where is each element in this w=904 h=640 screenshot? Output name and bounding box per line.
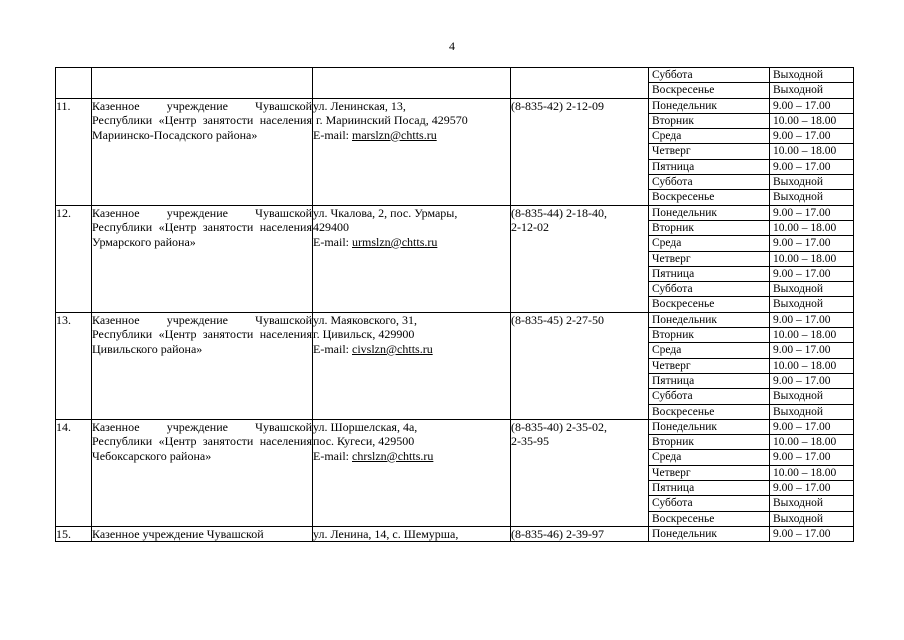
row-number: 11. bbox=[56, 98, 92, 205]
schedule-day: Суббота bbox=[649, 389, 770, 404]
schedule-row bbox=[649, 251, 853, 266]
schedule-row bbox=[649, 190, 853, 205]
schedule-row bbox=[649, 435, 853, 450]
schedule-day: Четверг bbox=[649, 465, 770, 480]
work-schedule bbox=[649, 312, 854, 419]
schedule-row bbox=[649, 175, 853, 190]
schedule-hours: 9.00 – 17.00 bbox=[770, 343, 854, 358]
phone-number bbox=[511, 68, 649, 99]
table-row bbox=[56, 205, 854, 312]
email-label: E-mail: bbox=[313, 234, 352, 249]
schedule-hours: 9.00 – 17.00 bbox=[770, 450, 854, 465]
schedule-row bbox=[649, 496, 853, 511]
schedule-row bbox=[649, 328, 853, 343]
institution-name: Казенное учреждение Чувашской Республики «Центр занятости населения Урмарского района» bbox=[92, 205, 313, 312]
schedule-hours: 10.00 – 18.00 bbox=[770, 328, 854, 343]
email-line bbox=[313, 342, 510, 357]
row-number: 12. bbox=[56, 205, 92, 312]
schedule-table bbox=[649, 420, 853, 526]
schedule-row bbox=[649, 282, 853, 297]
email-link[interactable]: urmslzn@chtts.ru bbox=[352, 234, 438, 249]
employment-centers-table bbox=[55, 67, 854, 542]
schedule-row bbox=[649, 144, 853, 159]
schedule-hours: 9.00 – 17.00 bbox=[770, 99, 854, 114]
schedule-day: Четверг bbox=[649, 144, 770, 159]
address-line: ул. Маяковского, 31, bbox=[313, 312, 417, 327]
institution-address bbox=[313, 419, 511, 526]
address-line: ул. Чкалова, 2, пос. Урмары, bbox=[313, 205, 458, 220]
phone-line: (8-835-44) 2-18-40, bbox=[511, 205, 607, 220]
email-link[interactable]: chrslzn@chtts.ru bbox=[352, 448, 434, 463]
schedule-hours: 9.00 – 17.00 bbox=[770, 420, 854, 435]
email-link[interactable]: marslzn@chtts.ru bbox=[352, 127, 437, 142]
table-row bbox=[56, 312, 854, 419]
schedule-day: Четверг bbox=[649, 358, 770, 373]
schedule-row bbox=[649, 159, 853, 174]
work-schedule bbox=[649, 68, 854, 99]
schedule-hours: Выходной bbox=[770, 389, 854, 404]
schedule-hours: 10.00 – 18.00 bbox=[770, 220, 854, 235]
schedule-day: Пятница bbox=[649, 481, 770, 496]
schedule-row bbox=[649, 481, 853, 496]
schedule-day: Среда bbox=[649, 450, 770, 465]
schedule-row bbox=[649, 373, 853, 388]
schedule-hours: 9.00 – 17.00 bbox=[770, 313, 854, 328]
schedule-day: Среда bbox=[649, 236, 770, 251]
schedule-day: Пятница bbox=[649, 266, 770, 281]
schedule-row bbox=[649, 450, 853, 465]
schedule-table bbox=[649, 527, 853, 541]
phone-line: (8-835-46) 2-39-97 bbox=[511, 526, 604, 541]
schedule-table bbox=[649, 313, 853, 419]
schedule-day: Понедельник bbox=[649, 420, 770, 435]
schedule-day: Четверг bbox=[649, 251, 770, 266]
schedule-day: Воскресенье bbox=[649, 83, 770, 98]
institution-name: Казенное учреждение Чувашской Республики «Центр занятости населения Мариинско-Посадского района» bbox=[92, 98, 313, 205]
schedule-hours: 10.00 – 18.00 bbox=[770, 358, 854, 373]
schedule-day: Среда bbox=[649, 129, 770, 144]
email-line bbox=[313, 128, 510, 143]
institution-name bbox=[92, 68, 313, 99]
table-row bbox=[56, 419, 854, 526]
schedule-hours: 10.00 – 18.00 bbox=[770, 251, 854, 266]
schedule-hours: 9.00 – 17.00 bbox=[770, 266, 854, 281]
schedule-hours: 9.00 – 17.00 bbox=[770, 481, 854, 496]
phone-line: (8-835-40) 2-35-02, bbox=[511, 419, 607, 434]
schedule-hours: Выходной bbox=[773, 191, 824, 204]
schedule-table bbox=[649, 99, 853, 205]
schedule-hours: 9.00 – 17.00 bbox=[770, 236, 854, 251]
schedule-hours: 10.00 – 18.00 bbox=[770, 113, 854, 128]
schedule-table bbox=[649, 206, 853, 312]
phone-number bbox=[511, 419, 649, 526]
institution-name: Казенное учреждение Чувашской Республики «Центр занятости населения Чебоксарского района» bbox=[92, 419, 313, 526]
schedule-row bbox=[649, 266, 853, 281]
schedule-hours: 9.00 – 17.00 bbox=[770, 206, 854, 221]
schedule-hours: 9.00 – 17.00 bbox=[773, 527, 831, 540]
schedule-hours: 9.00 – 17.00 bbox=[770, 373, 854, 388]
phone-line: 2-12-02 bbox=[511, 220, 549, 235]
email-label: E-mail: bbox=[313, 341, 352, 356]
row-number bbox=[56, 68, 92, 99]
schedule-row bbox=[649, 83, 853, 98]
schedule-day: Суббота bbox=[649, 68, 770, 83]
schedule-day: Воскресенье bbox=[649, 297, 770, 312]
address-line: г. Мариинский Посад, 429570 bbox=[313, 113, 468, 128]
row-number: 13. bbox=[56, 312, 92, 419]
work-schedule bbox=[649, 98, 854, 205]
schedule-day: Вторник bbox=[649, 113, 770, 128]
schedule-hours: 9.00 – 17.00 bbox=[770, 129, 854, 144]
email-line bbox=[313, 235, 510, 250]
phone-line: 2-35-95 bbox=[511, 434, 549, 449]
schedule-day: Вторник bbox=[649, 220, 770, 235]
phone-line: (8-835-42) 2-12-09 bbox=[511, 98, 604, 113]
schedule-row bbox=[649, 404, 853, 419]
phone-line: (8-835-45) 2-27-50 bbox=[511, 312, 604, 327]
institution-name: Казенное учреждение Чувашской bbox=[92, 526, 313, 542]
schedule-row bbox=[649, 389, 853, 404]
schedule-hours: Выходной bbox=[770, 175, 854, 190]
schedule-day: Суббота bbox=[649, 496, 770, 511]
address-line: 429400 bbox=[313, 220, 349, 235]
schedule-day: Пятница bbox=[649, 373, 770, 388]
email-label: E-mail: bbox=[313, 448, 352, 463]
schedule-day: Среда bbox=[649, 343, 770, 358]
schedule-row bbox=[649, 113, 853, 128]
phone-number bbox=[511, 312, 649, 419]
page-number: 4 bbox=[449, 39, 455, 53]
schedule-hours: 10.00 – 18.00 bbox=[770, 465, 854, 480]
phone-number bbox=[511, 98, 649, 205]
work-schedule bbox=[649, 419, 854, 526]
schedule-hours: Выходной bbox=[770, 282, 854, 297]
schedule-row bbox=[649, 511, 853, 526]
schedule-day: Понедельник bbox=[649, 206, 770, 221]
schedule-row bbox=[649, 420, 853, 435]
schedule-hours: 10.00 – 18.00 bbox=[770, 435, 854, 450]
address-line: пос. Кугеси, 429500 bbox=[313, 434, 415, 449]
work-schedule bbox=[649, 526, 854, 542]
schedule-row bbox=[649, 465, 853, 480]
schedule-hours: Выходной bbox=[773, 512, 824, 525]
institution-address bbox=[313, 68, 511, 99]
schedule-hours: Выходной bbox=[773, 84, 824, 97]
schedule-hours: 10.00 – 18.00 bbox=[770, 144, 854, 159]
schedule-row bbox=[649, 236, 853, 251]
schedule-day: Понедельник bbox=[649, 527, 770, 541]
schedule-hours: Выходной bbox=[770, 496, 854, 511]
schedule-row bbox=[649, 206, 853, 221]
schedule-day: Суббота bbox=[649, 282, 770, 297]
institution-name: Казенное учреждение Чувашской Республики «Центр занятости населения Цивильского района» bbox=[92, 312, 313, 419]
email-line bbox=[313, 449, 510, 464]
schedule-day: Пятница bbox=[649, 159, 770, 174]
work-schedule bbox=[649, 205, 854, 312]
schedule-row bbox=[649, 313, 853, 328]
table-row bbox=[56, 68, 854, 99]
schedule-hours: 9.00 – 17.00 bbox=[770, 159, 854, 174]
address-line: ул. Ленина, 14, с. Шемурша, bbox=[313, 526, 459, 541]
schedule-row bbox=[649, 129, 853, 144]
schedule-row bbox=[649, 68, 853, 83]
schedule-row bbox=[649, 99, 853, 114]
schedule-row bbox=[649, 343, 853, 358]
schedule-hours: Выходной bbox=[770, 68, 854, 83]
row-number: 14. bbox=[56, 419, 92, 526]
schedule-hours: Выходной bbox=[773, 405, 824, 418]
schedule-day: Вторник bbox=[649, 328, 770, 343]
phone-number bbox=[511, 526, 649, 542]
schedule-day: Воскресенье bbox=[649, 511, 770, 526]
table-row bbox=[56, 98, 854, 205]
institution-address bbox=[313, 526, 511, 542]
table-row bbox=[56, 526, 854, 542]
schedule-hours: Выходной bbox=[773, 298, 824, 311]
institution-address bbox=[313, 98, 511, 205]
schedule-day: Понедельник bbox=[649, 313, 770, 328]
institution-address bbox=[313, 312, 511, 419]
email-link[interactable]: civslzn@chtts.ru bbox=[352, 341, 433, 356]
schedule-table bbox=[649, 68, 853, 98]
address-line: ул. Шоршелская, 4а, bbox=[313, 419, 418, 434]
address-line: г. Цивильск, 429900 bbox=[313, 327, 415, 342]
phone-number bbox=[511, 205, 649, 312]
institution-address bbox=[313, 205, 511, 312]
schedule-day: Суббота bbox=[649, 175, 770, 190]
schedule-day: Воскресенье bbox=[649, 190, 770, 205]
schedule-row bbox=[649, 358, 853, 373]
schedule-day: Воскресенье bbox=[649, 404, 770, 419]
address-line: ул. Ленинская, 13, bbox=[313, 98, 406, 113]
email-label: E-mail: bbox=[313, 127, 352, 142]
schedule-day: Вторник bbox=[649, 435, 770, 450]
schedule-row bbox=[649, 527, 853, 541]
schedule-day: Понедельник bbox=[649, 99, 770, 114]
schedule-row bbox=[649, 297, 853, 312]
row-number: 15. bbox=[56, 526, 92, 542]
schedule-row bbox=[649, 220, 853, 235]
